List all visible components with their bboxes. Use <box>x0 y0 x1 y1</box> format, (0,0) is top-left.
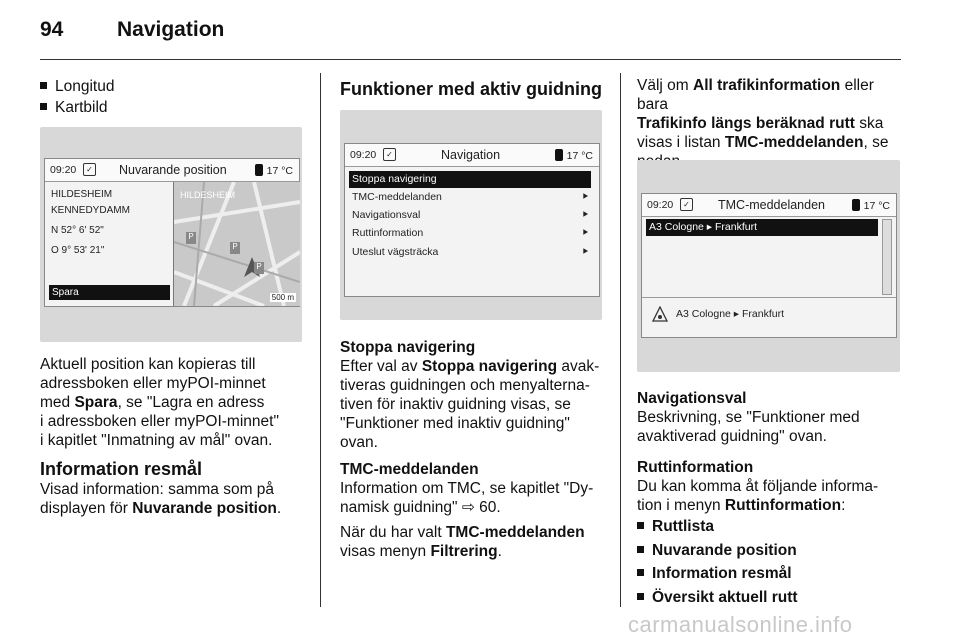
map-scale: 500 m <box>271 293 294 302</box>
page-number: 94 <box>40 18 64 41</box>
list-item: Ruttlista <box>637 515 798 539</box>
screenshot-navigation-menu <box>340 110 602 320</box>
subheading: Stoppa navigering <box>340 339 476 356</box>
screen-title: Nuvarande position <box>119 163 227 177</box>
paragraph-copy-position: Aktuell position kan kopieras till adressboken eller myPOI-minnet med Spara, se "Lagra en adress i adressboken eller myPOI-minnet" i kapitlet "Inmatning av mål" ovan. <box>40 356 279 449</box>
tmc-message-item[interactable]: A3 Cologne ▸ Frankfurt <box>646 219 878 236</box>
clock: 09:20 <box>350 149 377 161</box>
menu-item-route-info[interactable]: Ruttinformation ⯈ <box>349 225 591 242</box>
section-nav-options: Navigationsval Beskrivning, se "Funktioner med avaktiverad guidning" ovan. <box>637 389 907 446</box>
latitude: N 52° 6' 52" <box>51 225 104 236</box>
chapter-title: Navigation <box>117 18 225 41</box>
poi-icon: P <box>254 262 264 274</box>
status-bar <box>45 159 299 182</box>
chevron-right-icon: ⯈ <box>581 192 589 203</box>
temperature: 17 °C <box>255 164 293 177</box>
chevron-right-icon: ⯈ <box>581 210 589 221</box>
status-bar <box>345 144 599 167</box>
screen-title: Navigation <box>441 148 501 162</box>
subheading: Ruttinformation <box>637 459 754 476</box>
nav-icon: ✓ <box>383 148 396 161</box>
paragraph-destination-info: Visad information: samma som på displayen för Nuvarande position. <box>40 481 282 517</box>
map-label: HILDESHEIM <box>180 190 236 200</box>
longitude: O 9° 53' 21" <box>51 245 105 256</box>
section-heading: Funktioner med aktiv guidning <box>340 79 603 99</box>
nav-icon: ✓ <box>680 198 693 211</box>
list-item: Översikt aktuell rutt <box>637 586 798 610</box>
list-item: Longitud <box>40 76 114 97</box>
list-item: Kartbild <box>40 97 114 118</box>
menu-item-nav-options[interactable]: Navigationsval ⯈ <box>349 207 591 224</box>
menu-item-avoid-road[interactable]: Uteslut vägsträcka ⯈ <box>349 244 591 261</box>
poi-icon: P <box>186 232 196 244</box>
display-screen <box>344 143 600 297</box>
chevron-right-icon: ⯈ <box>581 247 589 258</box>
bullet-list <box>40 76 114 118</box>
street: KENNEDYDAMM <box>51 205 130 216</box>
section-heading: Information resmål <box>40 459 203 479</box>
display-screen <box>641 193 897 338</box>
list-item: Nuvarande position <box>637 539 798 563</box>
column-divider-1 <box>320 73 321 607</box>
poi-icon: P <box>230 242 240 254</box>
watermark: carmanualsonline.info <box>628 612 853 637</box>
page-ref-icon: ⇨ <box>461 499 480 516</box>
display-screen <box>44 158 300 307</box>
page-ref-link[interactable]: 60. <box>479 499 501 516</box>
city: HILDESHEIM <box>51 189 113 200</box>
screenshot-tmc-messages <box>637 160 900 372</box>
position-info <box>51 187 130 259</box>
clock: 09:20 <box>50 164 77 176</box>
list-item: Information resmål <box>637 562 798 586</box>
temperature: 17 °C <box>555 149 593 162</box>
header-rule <box>40 59 901 60</box>
column-divider-2 <box>620 73 621 607</box>
map-view[interactable] <box>173 182 300 306</box>
section-tmc: TMC-meddelanden Information om TMC, se kapitlet "Dy- namisk guidning" ⇨ 60. När du har valt TMC-meddelanden visas menyn Filtrering. <box>340 460 615 561</box>
menu-item-tmc[interactable]: TMC-meddelanden ⯈ <box>349 189 591 206</box>
scrollbar[interactable] <box>882 219 892 295</box>
clock: 09:20 <box>647 199 674 211</box>
status-bar <box>642 194 896 217</box>
thermometer-icon <box>555 149 563 161</box>
subheading: TMC-meddelanden <box>340 461 479 478</box>
section-route-info: Ruttinformation Du kan komma åt följande informa- tion i menyn Ruttinformation: <box>637 458 907 515</box>
thermometer-icon <box>255 164 263 176</box>
tmc-message-detail: A3 Cologne ▸ Frankfurt <box>676 308 784 320</box>
route-info-list <box>637 515 798 609</box>
screenshot-current-position <box>40 127 302 342</box>
traffic-warning-icon <box>652 306 668 322</box>
screen-title: TMC-meddelanden <box>718 198 825 212</box>
temperature: 17 °C <box>852 199 890 212</box>
nav-icon: ✓ <box>83 163 96 176</box>
menu-item-stop-navigation[interactable]: Stoppa navigering <box>349 171 591 188</box>
chevron-right-icon: ⯈ <box>581 228 589 239</box>
thermometer-icon <box>852 199 860 211</box>
divider <box>642 297 896 298</box>
save-button[interactable]: Spara <box>49 285 170 300</box>
paragraph-traffic-choice: Välj om All trafikinformation eller bara Trafikinfo längs beräknad rutt ska visas i listan TMC-meddelanden, se <box>637 77 889 151</box>
subheading: Navigationsval <box>637 390 747 407</box>
section-stop-navigation: Stoppa navigering Efter val av Stoppa navigering avak- tiveras guidningen och menyalterna- tiven för inaktiv guidning visas, se "Funktioner med inaktiv guidning" ovan. <box>340 338 615 452</box>
